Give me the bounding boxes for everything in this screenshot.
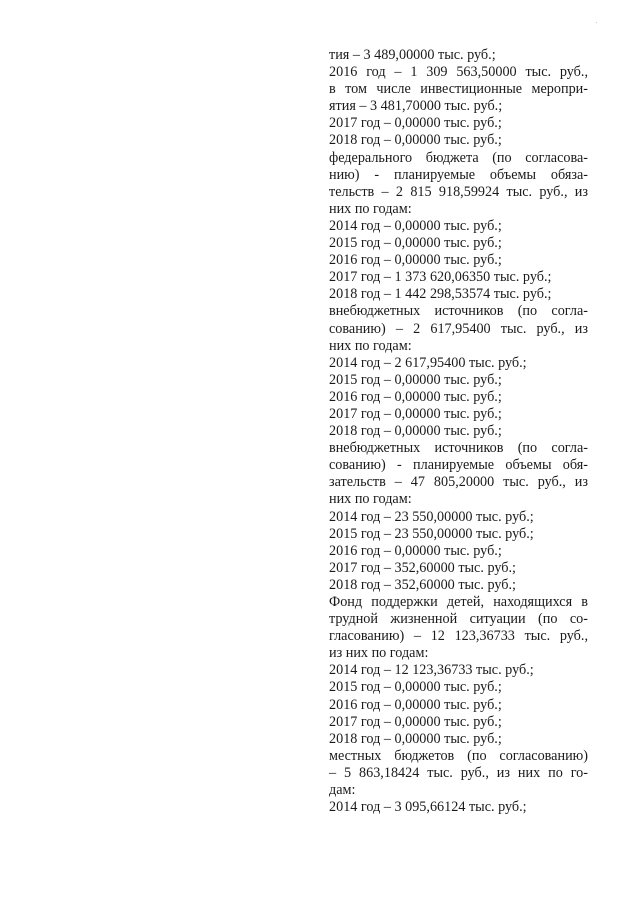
document-text-line: зательств – 47 805,20000 тыс. руб., из	[329, 474, 588, 491]
document-text-line: в том числе инвестиционные меропри-	[329, 81, 588, 98]
document-text-line: 2015 год – 0,00000 тыс. руб.;	[329, 679, 502, 696]
document-text-line: сованию) - планируемые объемы обя-	[329, 457, 588, 474]
document-text-line: трудной жизненной ситуации (по со-	[329, 611, 588, 628]
document-text-line: них по годам:	[329, 491, 412, 508]
document-text-line: нию) - планируемые объемы обяза-	[329, 166, 588, 183]
document-text-line: 2016 год – 0,00000 тыс. руб.;	[329, 542, 502, 559]
document-text-line: 2015 год – 0,00000 тыс. руб.;	[329, 371, 502, 388]
document-text-line: 2014 год – 23 550,00000 тыс. руб.;	[329, 508, 534, 525]
document-text-line: местных бюджетов (по согласованию)	[329, 747, 588, 764]
document-text-line: 2016 год – 1 309 563,50000 тыс. руб.,	[329, 64, 588, 81]
document-text-line: – 5 863,18424 тыс. руб., из них по го-	[329, 764, 588, 781]
document-text-line: 2018 год – 0,00000 тыс. руб.;	[329, 730, 502, 747]
document-text-line: тельств – 2 815 918,59924 тыс. руб., из	[329, 183, 588, 200]
document-text-line: 2014 год – 3 095,66124 тыс. руб.;	[329, 799, 527, 816]
document-text-line: 2015 год – 0,00000 тыс. руб.;	[329, 235, 502, 252]
document-text-line: ятия – 3 481,70000 тыс. руб.;	[329, 98, 503, 115]
document-text-line: 2017 год – 0,00000 тыс. руб.;	[329, 713, 502, 730]
document-text-line: 2014 год – 0,00000 тыс. руб.;	[329, 217, 502, 234]
document-text-line: 2014 год – 2 617,95400 тыс. руб.;	[329, 354, 527, 371]
document-text-line: 2014 год – 12 123,36733 тыс. руб.;	[329, 662, 534, 679]
document-text-line: 2017 год – 0,00000 тыс. руб.;	[329, 115, 502, 132]
document-text-line: тия – 3 489,00000 тыс. руб.;	[329, 47, 496, 63]
document-text-line: из них по годам:	[329, 645, 429, 662]
document-text-line: 2017 год – 352,60000 тыс. руб.;	[329, 559, 516, 576]
document-text-line: гласованию) – 12 123,36733 тыс. руб.,	[329, 628, 588, 645]
document-text-line: сованию) – 2 617,95400 тыс. руб., из	[329, 320, 588, 337]
document-text-line: 2017 год – 1 373 620,06350 тыс. руб.;	[329, 269, 552, 286]
document-text-line: 2018 год – 0,00000 тыс. руб.;	[329, 132, 502, 149]
document-text-line: 2016 год – 0,00000 тыс. руб.;	[329, 388, 502, 405]
document-text-line: 2016 год – 0,00000 тыс. руб.;	[329, 252, 502, 269]
document-text-line: 2018 год – 1 442 298,53574 тыс. руб.;	[329, 286, 552, 303]
document-text-line: 2017 год – 0,00000 тыс. руб.;	[329, 405, 502, 422]
document-text-line: Фонд поддержки детей, находящихся в	[329, 594, 588, 610]
document-text-line: 2015 год – 23 550,00000 тыс. руб.;	[329, 525, 534, 542]
document-text-line: 2016 год – 0,00000 тыс. руб.;	[329, 696, 502, 713]
scan-speck	[596, 22, 597, 23]
document-text-column	[329, 47, 588, 816]
document-text-line: них по годам:	[329, 200, 412, 217]
document-text-line: 2018 год – 0,00000 тыс. руб.;	[329, 423, 502, 440]
document-text-line: внебюджетных источников (по согла-	[329, 440, 588, 457]
document-text-line: федерального бюджета (по согласова-	[329, 149, 588, 166]
document-text-line: дам:	[329, 782, 356, 799]
document-text-line: внебюджетных источников (по согла-	[329, 303, 588, 320]
document-text-line: 2018 год – 352,60000 тыс. руб.;	[329, 576, 516, 593]
document-text-line: них по годам:	[329, 337, 412, 354]
